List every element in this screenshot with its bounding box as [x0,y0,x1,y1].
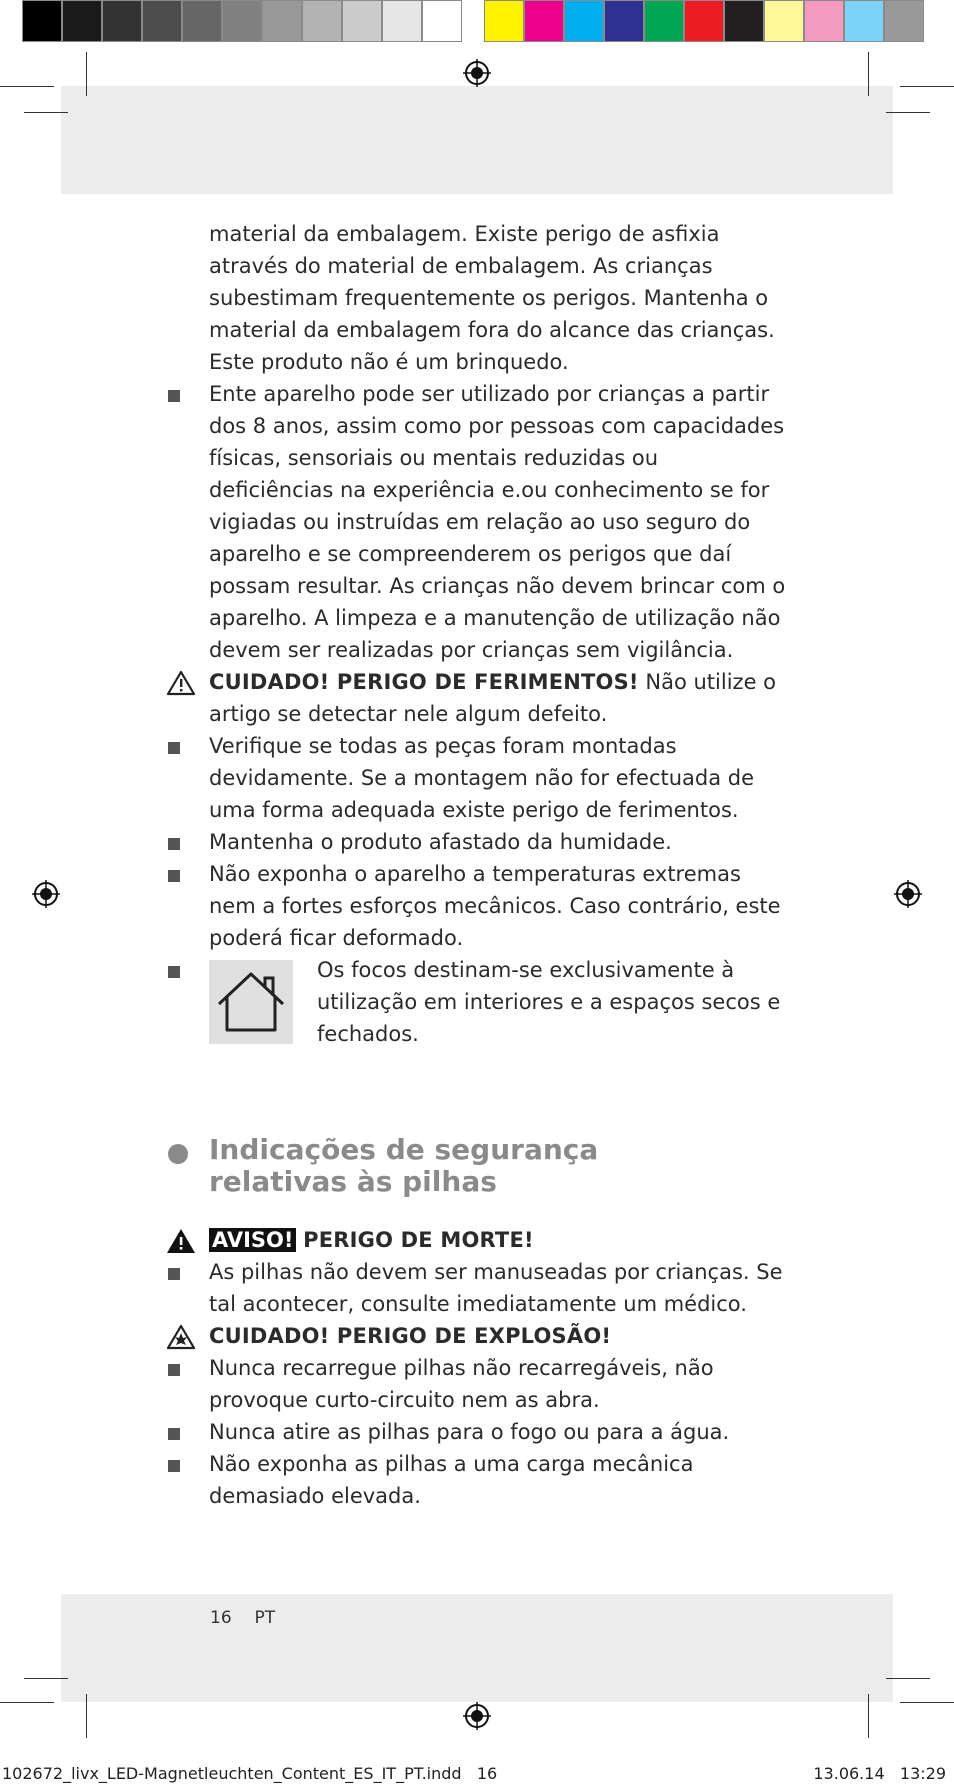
bullet-square-icon [168,390,180,402]
slug-date: 13.06.14 13:29 [813,1764,946,1783]
bullet-square-icon [168,1428,180,1440]
grayscale-color-bar [22,0,462,42]
bullet-square-icon [168,1460,180,1472]
list-item-text: Ente aparelho pode ser utilizado por crianças a partir dos 8 anos, assim como por pessoas com capacidades físicas, sensoriais ou mentais reduzidas ou deficiências na experiência e.ou conhecimento se for vigiadas ou instruídas em relação ao uso seguro do aparelho e se compreenderem os perigos que daí possam resultar. As crianças não devem brincar com o aparelho. A limpeza e a manutenção de utilização não devem ser realizadas por crianças sem vigilância. [209,382,786,662]
gray-swatch [142,0,182,42]
crop-mark [868,1694,869,1738]
list-item-text: Mantenha o produto afastado da humidade. [209,830,672,854]
bullet-square-icon [168,870,180,882]
process-color-bar [484,0,924,42]
gray-swatch [22,0,62,42]
list-item-text: As pilhas não devem ser manuseadas por crianças. Se tal acontecer, consulte imediatamente um médico. [209,1260,783,1316]
registration-mark-icon [32,880,60,908]
gray-swatch [182,0,222,42]
crop-mark [0,1702,54,1703]
list-item [168,1448,788,1512]
caution-text: Não utilize o artigo se detectar nele algum defeito. [209,670,777,726]
explosion-warning-icon [166,1324,196,1350]
registration-mark-icon [463,59,491,87]
intro-paragraph: material da embalagem. Existe perigo de asfixia através do material de embalagem. As crianças subestimam frequentemente os perigos. Mantenha o material da embalagem fora do alcance das crianças. Este produto não é um brinquedo. [209,222,775,374]
process-swatch [644,0,684,42]
process-swatch [484,0,524,42]
process-swatch [564,0,604,42]
bullet-square-icon [168,1268,180,1280]
gray-swatch [342,0,382,42]
list-item-text: Não exponha as pilhas a uma carga mecânica demasiado elevada. [209,1452,694,1508]
process-swatch [724,0,764,42]
process-swatch [684,0,724,42]
warning-triangle-icon [166,670,196,696]
gray-swatch [302,0,342,42]
gray-swatch [422,0,462,42]
list-item [168,1256,788,1320]
main-content [168,218,788,1512]
page-language: PT [254,1608,276,1628]
registration-mark-icon [463,1702,491,1730]
crop-mark [24,112,68,113]
list-item [168,858,788,954]
gray-swatch [262,0,302,42]
crop-mark [86,52,87,96]
page-footer [210,1608,275,1628]
page-number: 16 [210,1608,232,1628]
section-heading-line: relativas às pilhas [209,1165,497,1198]
process-swatch [844,0,884,42]
indoor-use-text: Os focos destinam-se exclusivamente à utilização em interiores e a espaços secos e fechados. [317,958,781,1046]
explosion-label: CUIDADO! PERIGO DE EXPLOSÃO! [209,1324,612,1348]
footer-panel [61,1594,893,1702]
list-item-text: Verifique se todas as peças foram montadas devidamente. Se a montagem não for efectuada de uma forma adequada existe perigo de ferimentos. [209,734,755,822]
indoor-use-item [168,954,788,1054]
process-swatch [804,0,844,42]
bullet-square-icon [168,966,180,978]
process-swatch [884,0,924,42]
registration-mark-icon [894,880,922,908]
crop-mark [900,1702,954,1703]
explosion-heading [168,1320,788,1352]
aviso-heading [168,1224,788,1256]
house-icon [209,960,293,1044]
list-item [168,826,788,858]
list-item-text: Nunca recarregue pilhas não recarregáveis, não provoque curto-circuito nem as abra. [209,1356,714,1412]
section-heading-line: Indicações de segurança [209,1133,599,1166]
list-item [168,378,788,666]
list-item-text: Não exponha o aparelho a temperaturas extremas nem a fortes esforços mecânicos. Caso contrário, este poderá ficar deformado. [209,862,781,950]
caution-injury-item [168,666,788,730]
gray-swatch [62,0,102,42]
warning-filled-icon [166,1228,196,1254]
aviso-text: PERIGO DE MORTE! [303,1228,534,1252]
bullet-square-icon [168,838,180,850]
crop-mark [86,1694,87,1738]
heading-bullet-icon [168,1144,188,1164]
process-swatch [524,0,564,42]
bullet-square-icon [168,742,180,754]
gray-swatch [102,0,142,42]
crop-mark [900,86,954,87]
bullet-square-icon [168,1364,180,1376]
list-item [168,730,788,826]
gray-swatch [382,0,422,42]
crop-mark [24,1678,68,1679]
list-item [168,1416,788,1448]
section-heading [168,1134,788,1198]
crop-mark [886,112,930,113]
process-swatch [604,0,644,42]
crop-mark [868,52,869,96]
list-item-text: Nunca atire as pilhas para o fogo ou para a água. [209,1420,730,1444]
header-panel [61,86,893,194]
crop-mark [886,1678,930,1679]
slug-filename: 102672_livx_LED-Magnetleuchten_Content_ES_IT_PT.indd 16 [2,1764,498,1783]
aviso-badge: AVISO! [209,1228,296,1252]
list-item [168,1352,788,1416]
caution-label: CUIDADO! PERIGO DE FERIMENTOS! [209,670,639,694]
crop-mark [0,86,54,87]
process-swatch [764,0,804,42]
gray-swatch [222,0,262,42]
